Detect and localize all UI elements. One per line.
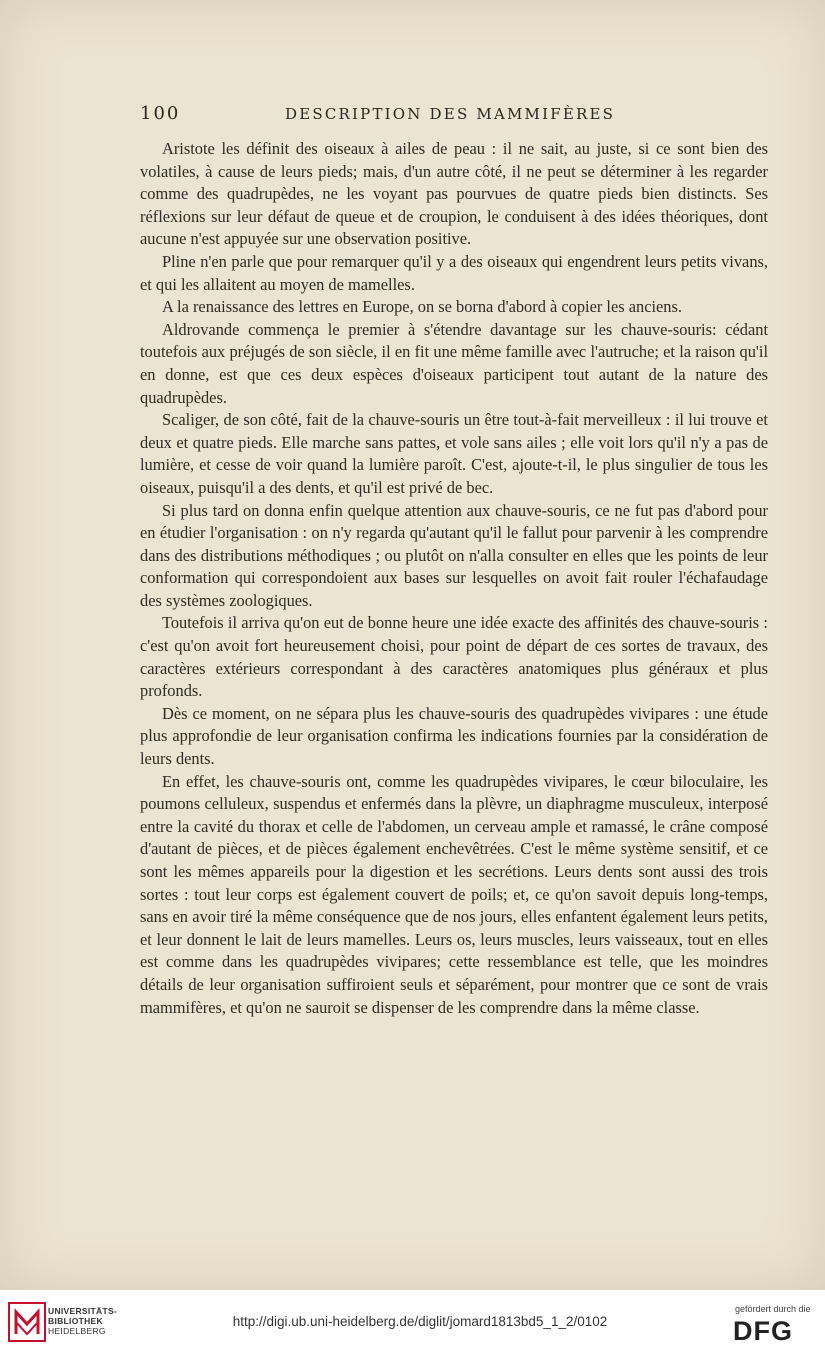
paragraph: En effet, les chauve-souris ont, comme les quadrupèdes vivipares, le cœur biloculaire, les poumons celluleux, suspendus et enfermés dans la plèvre, un diaphragme musculeux, interposé entre la cavité du thorax et celle de l'abdomen, un cerveau ample et ramassé, le crâne composé d'autant de pièces, et de pièces également enchevêtrées. C'est le même système sensitif, et ce sont les mêmes appareils pour la digestion et les secrétions. Leurs dents sont aussi des trois sortes : tout leur corps est également couvert de poils; et, ce qu'on savoit depuis long-temps, sans en avoir tiré la même conséquence que de nos jours, elles enfantent également leurs petits, et leur donnent le lait de leurs mamelles. Leurs os, leurs muscles, leurs vaisseaux, tout en elles est comme dans les quadrupèdes vivipares; cette ressemblance est telle, que les moindres détails de leur organisation suffiroient seuls et séparément, pour montrer que ce sont de vrais mammifères, et qu'on ne sauroit se dispenser de les comprendre dans la même classe. bbox=[140, 771, 768, 1017]
paragraph: Dès ce moment, on ne sépara plus les chauve-souris des quadrupèdes vivipares : une étude plus approfondie de leur organisation confirma les indications fournies par la considération de leurs dents. bbox=[140, 703, 768, 769]
source-url-link[interactable]: http://digi.ub.uni-heidelberg.de/diglit/jomard1813bd5_1_2/0102 bbox=[232, 1314, 608, 1329]
dfg-logo[interactable]: DFG bbox=[733, 1316, 793, 1346]
library-name-line: UNIVERSITÄTS- bbox=[48, 1306, 118, 1316]
library-name[interactable] bbox=[48, 1306, 117, 1336]
paragraph: Aldrovande commença le premier à s'étendre davantage sur les chauve-souris: cédant toutefois aux préjugés de son siècle, il en fit une même famille avec l'autruche; et la raison qu'il en donne, est que ces deux espèces d'oiseaux participent tout autant de la nature des quadrupèdes. bbox=[140, 319, 768, 407]
paragraph: Si plus tard on donna enfin quelque attention aux chauve-souris, ce ne fut pas d'abord pour en étudier l'organisation : on n'y regarda qu'autant qu'il le fallut pour parvenir à les comprendre dans des distributions méthodiques ; ou plutôt on n'alla consulter en elles que les points de leur conformation qui correspondoient aux bases sur lesquelles on avoit fait rouler l'échafaudage des systèmes zoologiques. bbox=[140, 500, 768, 610]
paragraph: A la renaissance des lettres en Europe, on se borna d'abord à copier les anciens. bbox=[162, 297, 682, 317]
running-head: DESCRIPTION DES MAMMIFÈRES bbox=[285, 105, 616, 123]
paragraph: Toutefois il arriva qu'on eut de bonne heure une idée exacte des affinités des chauve-souris : c'est qu'on avoit fort heureusement choisi, pour point de départ de ces sortes de travaux, des caractères extérieurs correspondant à des caractères anatomiques plus généraux et plus profonds. bbox=[140, 613, 768, 701]
paragraph: Aristote les définit des oiseaux à ailes de peau : il ne sait, au juste, si ce sont bien des volatiles, à cause de leurs pieds; mais, d'un autre côté, il ne peut se déterminer à les regarder comme des quadrupèdes, ne les voyant pas pourvues de quatre pieds bien distincts. Ses réflexions sur leur défaut de queue et de croupion, le conduisent à des idées théoriques, dont aucune n'est appuyée sur une observation positive. bbox=[140, 139, 768, 249]
library-name-line: HEIDELBERG bbox=[48, 1326, 106, 1336]
paragraph: Pline n'en parle que pour remarquer qu'il y a des oiseaux qui engendrent leurs petits vivans, et qui les allaitent au moyen de mamelles. bbox=[140, 251, 768, 294]
funded-by-label: gefördert durch die bbox=[735, 1304, 811, 1314]
viewer-footer bbox=[0, 1290, 825, 1356]
university-library-logo-icon[interactable] bbox=[8, 1302, 46, 1342]
body-text bbox=[140, 138, 768, 1019]
page-number: 100 bbox=[140, 103, 181, 124]
library-name-line: BIBLIOTHEK bbox=[48, 1316, 103, 1326]
page-header bbox=[140, 103, 780, 127]
paragraph: Scaliger, de son côté, fait de la chauve-souris un être tout-à-fait merveilleux : il lui trouve et deux et quatre pieds. Elle marche sans pattes, et vole sans ailes ; elle voit lors qu'il n'y a pas de lumière, et cesse de voir quand la lumière paroît. C'est, ajoute-t-il, le plus singulier de tous les oiseaux, puisqu'il a des dents, et qu'il est privé de bec. bbox=[140, 410, 768, 497]
